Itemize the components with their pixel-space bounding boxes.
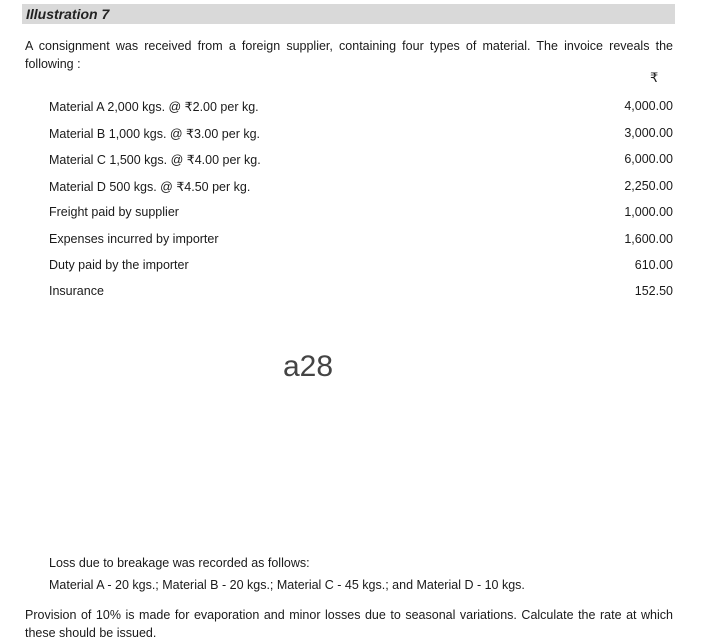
invoice-row [49, 126, 673, 142]
invoice-item-amount: 1,600.00 [624, 232, 673, 246]
currency-symbol: ₹ [650, 70, 659, 85]
invoice-item-amount: 152.50 [634, 284, 673, 298]
invoice-item-label: Material A 2,000 kgs. @ ₹2.00 per kg. [49, 100, 259, 114]
illustration-title: Illustration 7 [26, 6, 110, 22]
loss-heading: Loss due to breakage was recorded as follows: [49, 556, 310, 570]
loss-detail: Material A - 20 kgs.; Material B - 20 kgs.; Material C - 45 kgs.; and Material D - 10 kgs. [49, 578, 525, 592]
invoice-item-label: Material C 1,500 kgs. @ ₹4.00 per kg. [49, 153, 261, 167]
invoice-item-label: Expenses incurred by importer [49, 232, 219, 246]
invoice-item-amount: 2,250.00 [624, 179, 673, 193]
invoice-row [49, 258, 673, 274]
invoice-item-amount: 1,000.00 [624, 205, 673, 219]
invoice-row [49, 99, 673, 115]
invoice-item-label: Freight paid by supplier [49, 205, 179, 219]
invoice-item-label: Material B 1,000 kgs. @ ₹3.00 per kg. [49, 127, 261, 141]
invoice-row [49, 232, 673, 248]
invoice-item-amount: 610.00 [634, 258, 673, 272]
invoice-item-label: Insurance [49, 284, 104, 298]
invoice-item-label: Material D 500 kgs. @ ₹4.50 per kg. [49, 180, 251, 194]
invoice-row [49, 152, 673, 168]
invoice-row [49, 205, 673, 221]
page-watermark: a28 [283, 350, 334, 383]
intro-paragraph: A consignment was received from a foreign supplier, containing four types of material. The invoice reveals the following : [25, 39, 673, 71]
invoice-item-label: Duty paid by the importer [49, 258, 189, 272]
invoice-item-amount: 6,000.00 [624, 152, 673, 166]
invoice-row [49, 179, 673, 195]
invoice-item-amount: 4,000.00 [624, 99, 673, 113]
invoice-row [49, 284, 673, 300]
invoice-item-amount: 3,000.00 [624, 126, 673, 140]
provision-paragraph: Provision of 10% is made for evaporation and minor losses due to seasonal variations. Calculate the rate at which these should be issued. [25, 608, 673, 640]
illustration-header-bar [22, 4, 675, 24]
